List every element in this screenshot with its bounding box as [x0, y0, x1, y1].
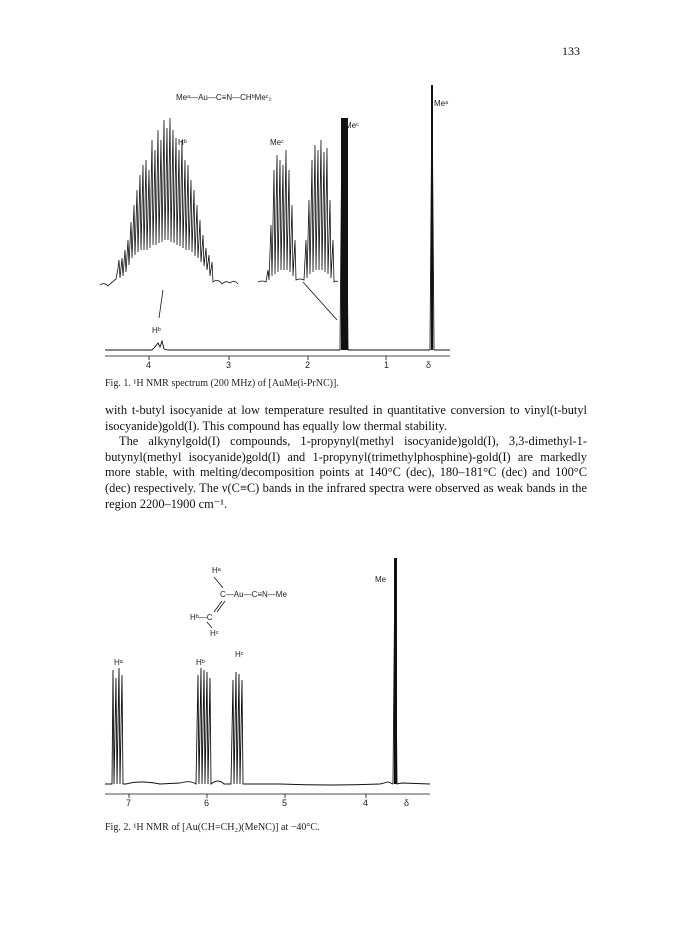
hb-label: Hᵇ	[178, 138, 187, 147]
svg-text:Hᵇ—C: Hᵇ—C	[190, 613, 213, 622]
figure-1-spectrum	[0, 0, 680, 400]
fig2-tick-7: 7	[126, 798, 132, 808]
svg-text:Hᶜ: Hᶜ	[210, 629, 219, 638]
hb-connector	[159, 290, 163, 318]
fig2-tick-6: 6	[204, 798, 210, 808]
fig1-axis-ticks	[149, 356, 386, 360]
me-peak	[394, 558, 397, 784]
figure-1-formula: Meᵃ—Au—C≡N—CHᵇMeᶜ₂	[176, 93, 272, 102]
hb-expansion-trace	[100, 118, 238, 286]
fig1-tick-4: 4	[146, 360, 152, 370]
fig1-tick-delta: δ	[426, 360, 432, 370]
mec-main-label: Meᶜ	[345, 121, 359, 130]
fig2-tick-4: 4	[363, 798, 369, 808]
figure-1-caption: Fig. 1. ¹H NMR spectrum (200 MHz) of [AuMe(i-PrNC)].	[105, 378, 339, 389]
svg-text:Hᵃ: Hᵃ	[212, 566, 221, 575]
fig1-tick-1: 1	[384, 360, 390, 370]
mec-main-peak	[341, 118, 348, 350]
fig2-axis-ticks	[129, 794, 366, 798]
hb-label-2: Hᵇ	[196, 658, 205, 667]
fig1-tick-2: 2	[305, 360, 311, 370]
mec-expansion-trace	[258, 140, 338, 282]
paragraph-2: The alkynylgold(I) compounds, 1-propynyl(methyl isocyanide)gold(I), 3,3-dimethyl-1-butynyl(methyl isocyanide)gold(I) and 1-propynyl(trimethylphosphine)-gold(I) are markedly more stable, with melting/decomposition points at 140°C (dec), 180–181°C (dec) and 100°C (dec) respectively. The ν(C≡C) bands in the infrared spectra were observed as weak bands in the region 2200–1900 cm⁻¹.	[105, 434, 587, 511]
fig1-tick-3: 3	[226, 360, 232, 370]
figure-2-formula	[190, 566, 287, 638]
hb-low-label: Hᵇ	[152, 326, 161, 335]
mea-label: Meᵃ	[434, 99, 449, 108]
svg-text:C—Au—C≡N—Me: C—Au—C≡N—Me	[220, 590, 287, 599]
figure-2-caption: Fig. 2. ¹H NMR of [Au(CH=CH₂)(MeNC)] at −40°C.	[105, 822, 320, 833]
mea-main-peak	[431, 85, 433, 350]
fig2-tick-delta: δ	[404, 798, 410, 808]
figure-2-spectrum	[0, 540, 680, 840]
me-label: Me	[375, 575, 387, 584]
page-number: 133	[562, 44, 580, 58]
hc-label: Hᶜ	[235, 650, 244, 659]
mec-connector	[303, 282, 337, 320]
fig2-tick-5: 5	[282, 798, 288, 808]
paragraph-1: with t-butyl isocyanide at low temperature resulted in quantitative conversion to vinyl(t-butyl isocyanide)gold(I). This compound has equally low thermal stability.	[105, 403, 587, 433]
ha-label: Hᵃ	[114, 658, 123, 667]
mec-label: Meᶜ	[270, 138, 284, 147]
body-text	[105, 403, 587, 512]
